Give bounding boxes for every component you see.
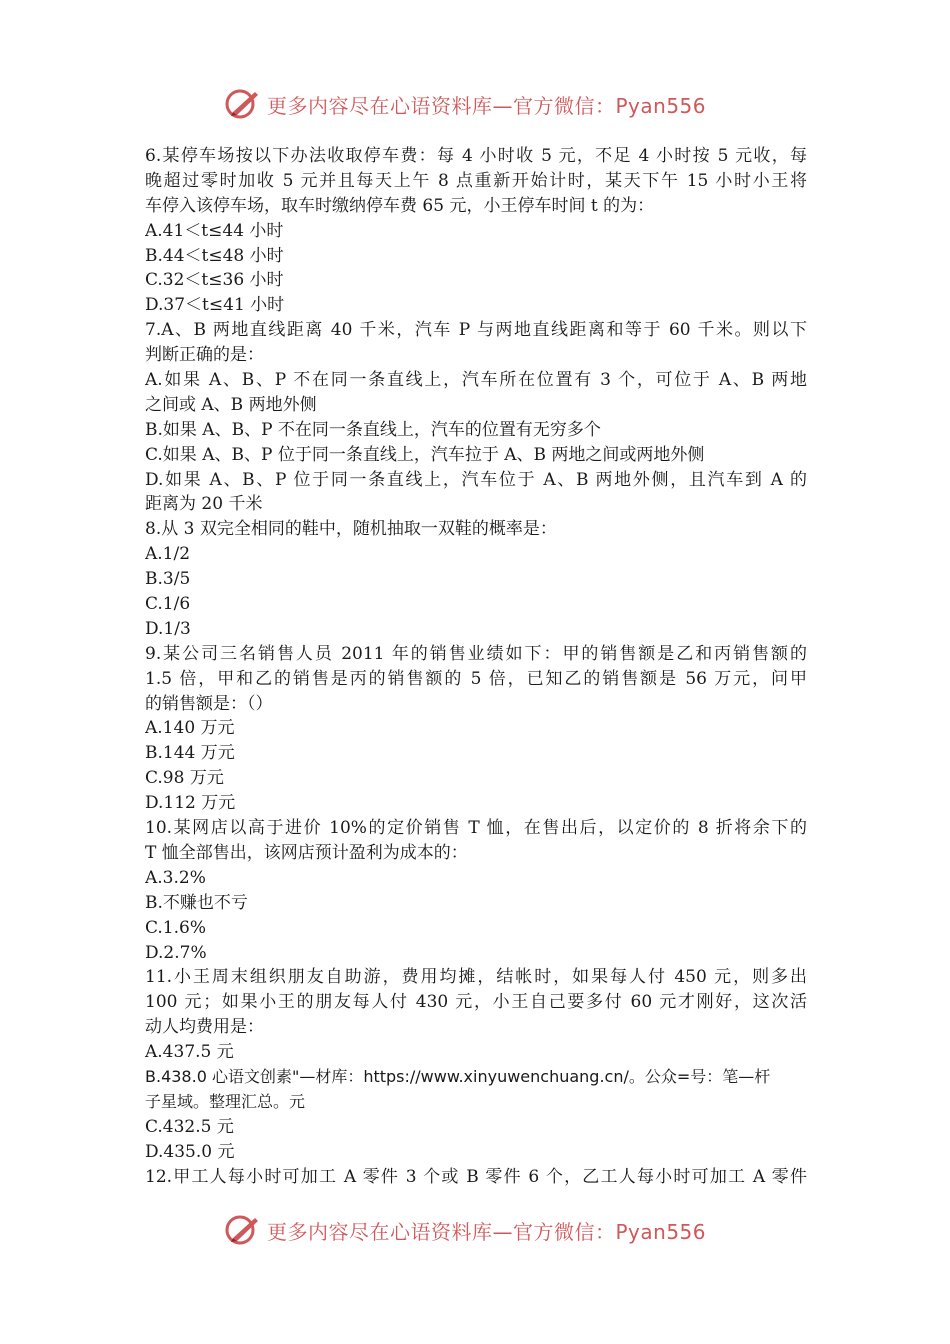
option-line: B.44＜t≤48 小时 <box>145 245 284 266</box>
option-line-watermark: 子星域。整理汇总。元 <box>145 1091 306 1111</box>
option-line: C.32＜t≤36 小时 <box>145 270 284 291</box>
text-line: 的销售额是：（） <box>145 693 273 714</box>
option-line: A.如果 A、B、P 不在同一条直线上，汽车所在位置有 3 个，可位于 A、B 两地 <box>145 370 807 391</box>
option-line: A.1/2 <box>145 544 191 565</box>
text-line: 7.A、B 两地直线距离 40 千米，汽车 P 与两地直线距离和等于 60 千米。则以下 <box>145 320 807 341</box>
option-line: B.不赚也不亏 <box>145 892 248 913</box>
text-line: 10.某网店以高于进价 10%的定价销售 T 恤，在售出后，以定价的 8 折将余下的 <box>145 818 807 839</box>
option-line: C.1.6% <box>145 917 206 938</box>
option-line: D.435.0 元 <box>145 1141 235 1162</box>
footer-banner <box>225 1210 725 1250</box>
text-line: T 恤全部售出，该网店预计盈利为成本的： <box>145 842 468 863</box>
text-line: 100 元；如果小王的朋友每人付 430 元，小王自己要多付 60 元才刚好，这次活 <box>145 992 807 1013</box>
option-line: C.如果 A、B、P 位于同一条直线上，汽车拉于 A、B 两地之间或两地外侧 <box>145 444 705 465</box>
text-line: 晚超过零时加收 5 元并且每天上午 8 点重新开始计时，某天下午 15 小时小王将 <box>145 170 807 191</box>
text-line: 11.小王周末组织朋友自助游，费用均摊，结帐时，如果每人付 450 元，则多出 <box>145 967 807 988</box>
text-line: 8.从 3 双完全相同的鞋中，随机抽取一双鞋的概率是： <box>145 519 557 540</box>
option-line: B.3/5 <box>145 569 191 590</box>
option-line: C.1/6 <box>145 594 191 615</box>
option-line: 之间或 A、B 两地外侧 <box>145 394 317 415</box>
text-line: 6.某停车场按以下办法收取停车费：每 4 小时收 5 元，不足 4 小时按 5 元收，每 <box>145 146 807 166</box>
banner-text: 更多内容尽在心语资料库—官方微信：Pyan556 <box>267 93 707 118</box>
option-line: D.112 万元 <box>145 793 236 814</box>
text-line: 12.甲工人每小时可加工 A 零件 3 个或 B 零件 6 个，乙工人每小时可加工 A 零件 <box>145 1166 807 1187</box>
pen-logo-icon <box>225 86 261 122</box>
header-banner <box>225 84 725 124</box>
option-line: A.437.5 元 <box>145 1042 234 1063</box>
option-line: D.37＜t≤41 小时 <box>145 295 285 316</box>
option-line: D.如果 A、B、P 位于同一条直线上，汽车位于 A、B 两地外侧，且汽车到 A 的 <box>145 469 807 490</box>
option-line-watermark: B.438.0 心语文创素"—材库：https://www.xinyuwenchuang.cn/。公众=号：笔—杆 <box>145 1066 771 1086</box>
option-line: D.1/3 <box>145 618 191 639</box>
option-line: B.144 万元 <box>145 743 235 764</box>
pen-logo-icon <box>225 1212 261 1248</box>
text-line: 9.某公司三名销售人员 2011 年的销售业绩如下：甲的销售额是乙和丙销售额的 <box>145 643 807 664</box>
text-line: 动人均费用是： <box>145 1017 264 1038</box>
option-line: 距离为 20 千米 <box>145 494 263 515</box>
text-line: 1.5 倍，甲和乙的销售是丙的销售额的 5 倍，已知乙的销售额是 56 万元，问甲 <box>145 668 807 689</box>
document-body <box>145 144 807 1189</box>
option-line: C.98 万元 <box>145 768 224 789</box>
option-line: A.41＜t≤44 小时 <box>145 220 284 241</box>
option-line: D.2.7% <box>145 942 207 963</box>
text-line: 判断正确的是： <box>145 345 264 366</box>
option-line: B.如果 A、B、P 不在同一条直线上，汽车的位置有无穷多个 <box>145 419 601 440</box>
banner-text: 更多内容尽在心语资料库—官方微信：Pyan556 <box>267 1219 707 1244</box>
option-line: A.140 万元 <box>145 718 235 739</box>
option-line: A.3.2% <box>145 867 206 888</box>
text-line: 车停入该停车场，取车时缴纳停车费 65 元，小王停车时间 t 的为： <box>145 195 655 216</box>
option-line: C.432.5 元 <box>145 1116 234 1137</box>
